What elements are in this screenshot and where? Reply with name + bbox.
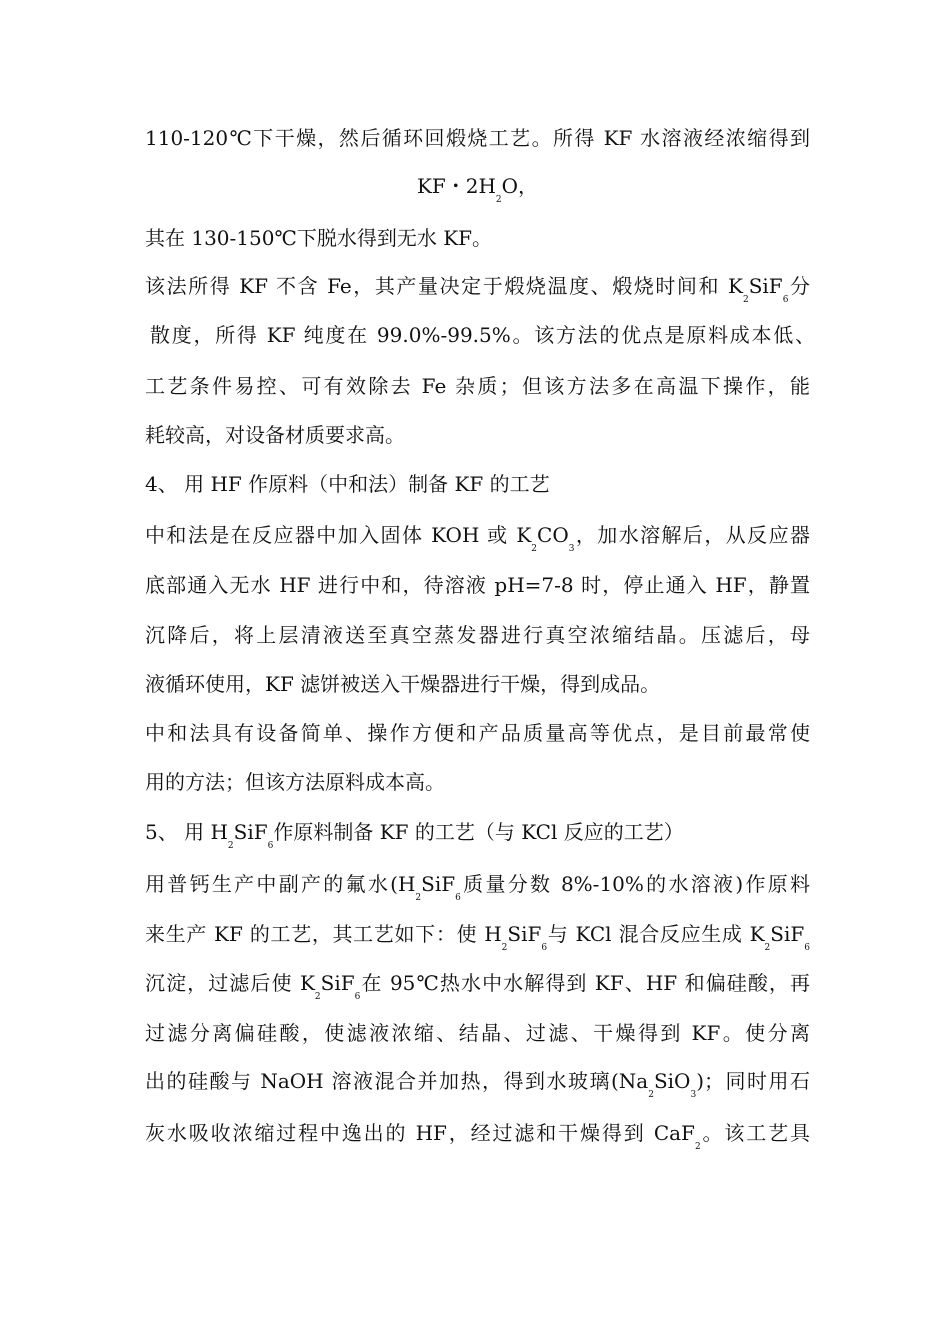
text-line: 过滤分离偏硅酸，使滤液浓缩、结晶、过滤、干燥得到 KF。使分离 xyxy=(145,1021,810,1045)
text-line: 110-120℃下干燥，然后循环回煅烧工艺。所得 KF 水溶液经浓缩得到 xyxy=(145,126,810,150)
formula-line: KF・$2H_2O$， xyxy=(416,174,539,205)
text-line: 中和法具有设备简单、操作方便和产品质量高等优点，是目前最常使 xyxy=(145,721,810,745)
text-line: 液循环使用，KF 滤饼被送入干燥器进行干燥，得到成品。 xyxy=(145,672,661,696)
text-line: 出的硅酸与 NaOH 溶液混合并加热，得到水玻璃$(Na_2SiO_3)$；同时用石 xyxy=(145,1069,810,1100)
text-line: 耗较高，对设备材质要求高。 xyxy=(145,423,405,447)
text-line: 灰水吸收浓缩过程中逸出的 HF，经过滤和干燥得到 CaF$_2$。该工艺具 xyxy=(145,1121,811,1152)
text-line: 其在 130-150℃下脱水得到无水 KF。 xyxy=(145,226,493,250)
text-line: 来生产 KF 的工艺，其工艺如下：使 $H_2SiF_6$与 KCl 混合反应生成 $K_2SiF_6$ xyxy=(145,922,810,953)
text-line: 工艺条件易控、可有效除去 Fe 杂质；但该方法多在高温下操作，能 xyxy=(145,374,810,398)
text-line: 沉淀，过滤后使 $K_2SiF_6$在 95℃热水中水解得到 KF、HF 和偏硅酸，再 xyxy=(145,971,811,1002)
text-line: 沉降后，将上层清液送至真空蒸发器进行真空浓缩结晶。压滤后，母 xyxy=(145,623,810,647)
text-line: 中和法是在反应器中加入固体 KOH 或 $K_2CO_3$，加水溶解后，从反应器 xyxy=(145,523,810,554)
text-line: 该法所得 KF 不含 Fe，其产量决定于煅烧温度、煅烧时间和 $K_2SiF_6$分 xyxy=(145,274,810,305)
text-line: 用普钙生产中副产的氟水($H_2SiF_6$质量分数 8%-10%的水溶液)作原料 xyxy=(145,872,810,903)
text-line: 散度，所得 KF 纯度在 99.0%-99.5%。该方法的优点是原料成本低、 xyxy=(150,323,815,347)
section-heading-5: 5、 用 $H_2SiF_6$作原料制备 KF 的工艺（与 KCl 反应的工艺） xyxy=(145,820,684,851)
section-heading-4: 4、 用 HF 作原料（中和法）制备 KF 的工艺 xyxy=(145,472,550,496)
text-line: 用的方法；但该方法原料成本高。 xyxy=(145,770,445,794)
text-line: 底部通入无水 HF 进行中和，待溶液 pH=7-8 时，停止通入 HF，静置 xyxy=(145,573,810,597)
